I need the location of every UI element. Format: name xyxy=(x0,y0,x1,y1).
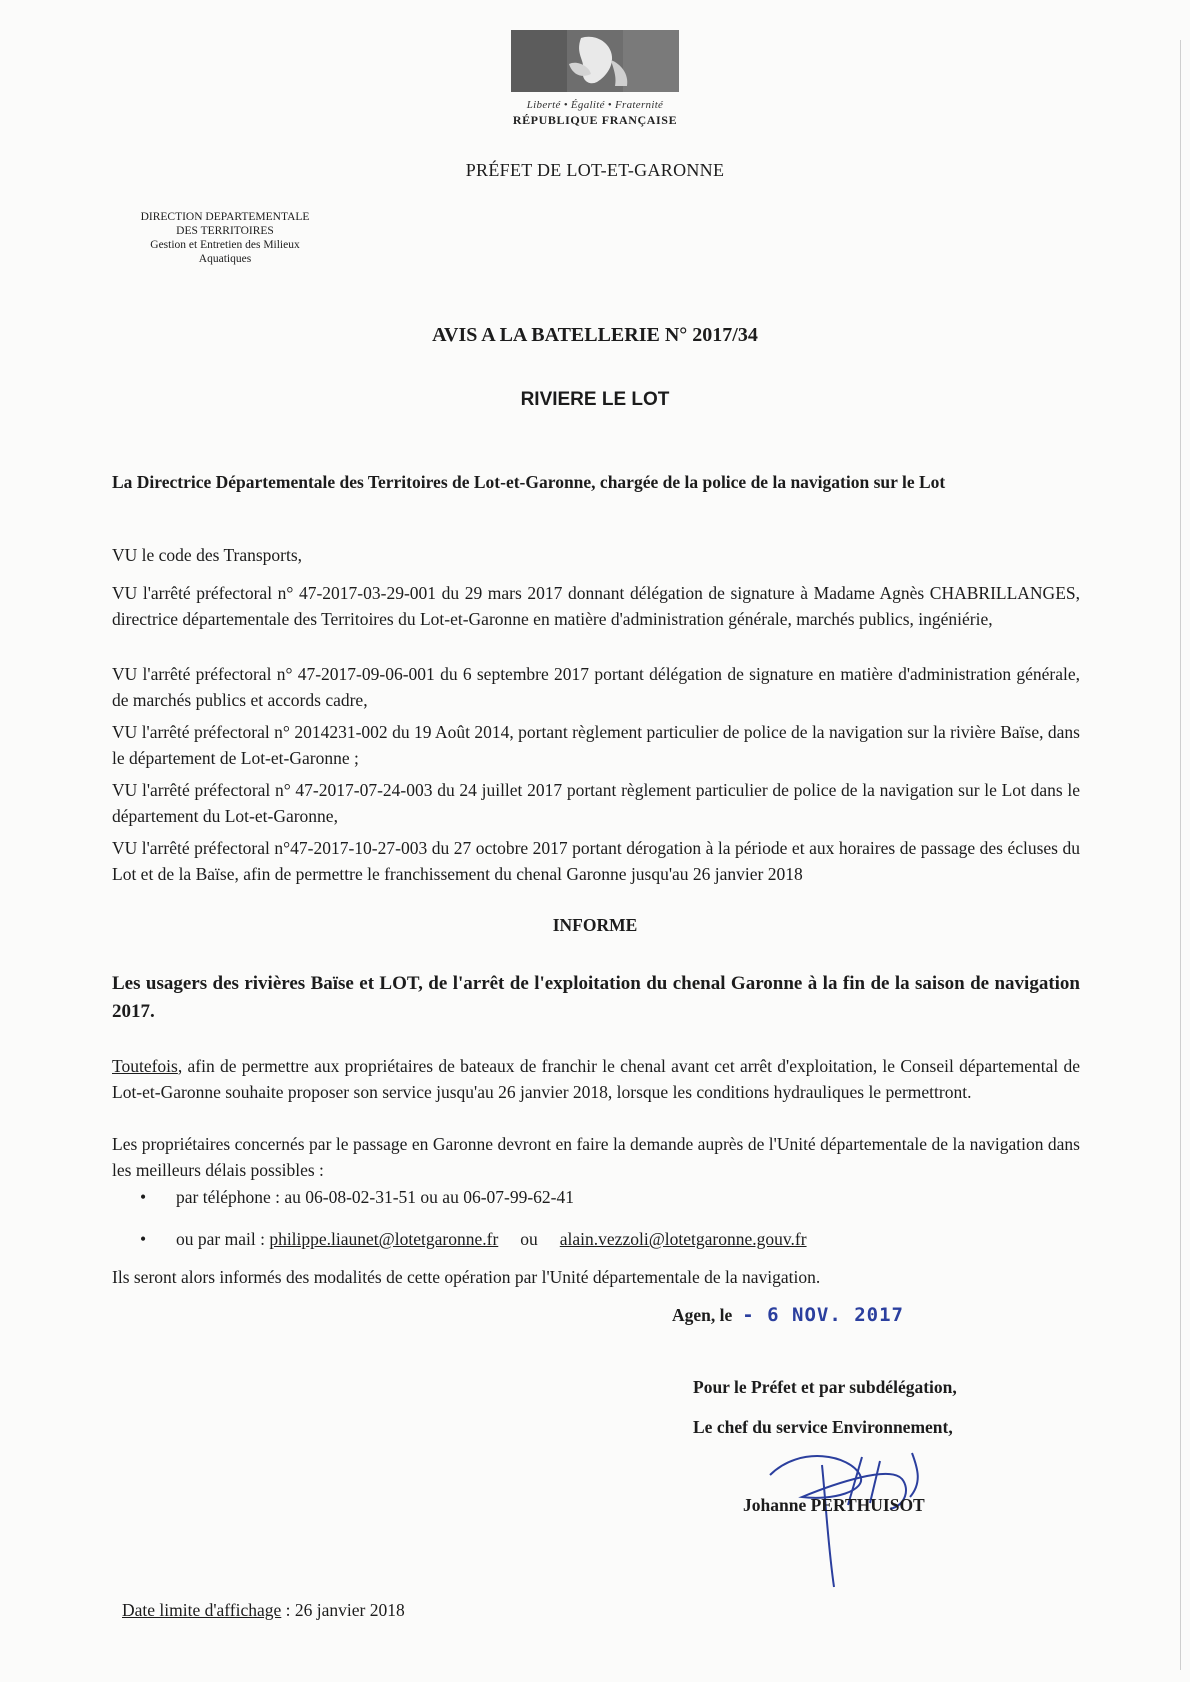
republic-motto: Liberté • Égalité • Fraternité xyxy=(526,99,664,111)
republic-name: RÉPUBLIQUE FRANÇAISE xyxy=(512,113,678,127)
contact-phone-item xyxy=(140,1187,574,1208)
direction-line: Aquatiques xyxy=(198,253,252,265)
users-notice: Les usagers des rivières Baïse et LOT, de l'arrêt de l'exploitation du chenal Garonne à la fin de la saison de navigation 2017. xyxy=(112,973,1080,1022)
vu-clause: VU le code des Transports, xyxy=(112,545,303,565)
vu-clause: VU l'arrêté préfectoral n° 2014231-002 du 19 Août 2014, portant règlement particulier de police de la navigation sur la rivière Baïse, dans le département de Lot-et-Garonne ; xyxy=(112,722,1080,768)
marianne-logo-icon xyxy=(511,30,679,92)
place: Agen, le xyxy=(672,1305,733,1325)
direction-block xyxy=(110,210,340,266)
however-text: , afin de permettre aux propriétaires de bateaux de franchir le chenal avant cet arrêt d'exploitation, le Conseil départemental de Lot-et-Garonne souhaite proposer son service jusqu'au 26 janvier 2018, lorsque les conditions hydrauliques le permettront. xyxy=(112,1056,1080,1102)
vu-clause: VU l'arrêté préfectoral n° 47-2017-07-24-003 du 24 juillet 2017 portant règlement particulier de police de la navigation sur le Lot dans le département du Lot-et-Garonne, xyxy=(112,780,1080,826)
place-date xyxy=(672,1304,904,1326)
phone-text: par téléphone : au 06-08-02-31-51 ou au 06-07-99-62-41 xyxy=(176,1187,575,1207)
direction-line: DIRECTION DEPARTEMENTALE xyxy=(140,211,310,223)
deadline-label: Date limite d'affichage xyxy=(122,1600,282,1620)
signature-line-1: Pour le Préfet et par subdélégation, xyxy=(693,1377,957,1397)
vu-clause: VU l'arrêté préfectoral n°47-2017-10-27-003 du 27 octobre 2017 portant dérogation à la période et aux horaires de passage des écluses du Lot et de la Baïse, afin de permettre le franchissement du chenal Garonne jusqu'au 26 janvier 2018 xyxy=(112,838,1080,884)
email-link-2[interactable]: alain.vezzoli@lotetgaronne.gouv.fr xyxy=(559,1229,807,1249)
mail-prefix: ou par mail : xyxy=(176,1229,270,1249)
authority-statement: La Directrice Départementale des Territoires de Lot-et-Garonne, chargée de la police de la navigation sur le Lot xyxy=(112,472,946,492)
notice-subtitle: RIVIERE LE LOT xyxy=(520,389,670,410)
deadline-value: : 26 janvier 2018 xyxy=(281,1600,405,1620)
vu-clause: VU l'arrêté préfectoral n° 47-2017-09-06-001 du 6 septembre 2017 portant délégation de signature en matière d'administration générale, de marchés publics et accords cadre, xyxy=(112,664,1080,710)
header-logo xyxy=(0,30,1190,128)
direction-line: Gestion et Entretien des Milieux xyxy=(150,239,300,251)
direction-line: DES TERRITOIRES xyxy=(176,225,274,237)
mail-separator: ou xyxy=(520,1229,538,1249)
informed-paragraph: Ils seront alors informés des modalités de cette opération par l'Unité départementale de la navigation. xyxy=(112,1267,821,1287)
signatory-name: Johanne PERTHUISOT xyxy=(743,1495,925,1515)
owners-paragraph: Les propriétaires concernés par le passage en Garonne devront en faire la demande auprès de l'Unité départementale de la navigation dans les meilleurs délais possibles : xyxy=(112,1134,1080,1180)
posting-deadline xyxy=(122,1600,405,1621)
bullet-icon: • xyxy=(140,1187,147,1207)
vu-clause: VU l'arrêté préfectoral n° 47-2017-03-29-001 du 29 mars 2017 donnant délégation de signature à Madame Agnès CHABRILLANGES, directrice départementale des Territoires du Lot-et-Garonne en matière d'administration générale, marchés publics, ingéniérie, xyxy=(112,583,1080,629)
notice-title: AVIS A LA BATELLERIE N° 2017/34 xyxy=(432,324,758,346)
prefet-title: PRÉFET DE LOT-ET-GARONNE xyxy=(465,160,725,180)
date-stamp: - 6 NOV. 2017 xyxy=(742,1304,904,1326)
email-link-1[interactable]: philippe.liaunet@lotetgaronne.fr xyxy=(269,1229,499,1249)
signature-line-2: Le chef du service Environnement, xyxy=(693,1417,953,1437)
scan-edge-divider xyxy=(1180,40,1181,1670)
informe-heading: INFORME xyxy=(552,915,638,935)
contact-mail-item xyxy=(140,1229,807,1250)
however-paragraph xyxy=(112,1053,1080,1105)
bullet-icon: • xyxy=(140,1229,147,1249)
however-lead: Toutefois xyxy=(112,1056,178,1076)
